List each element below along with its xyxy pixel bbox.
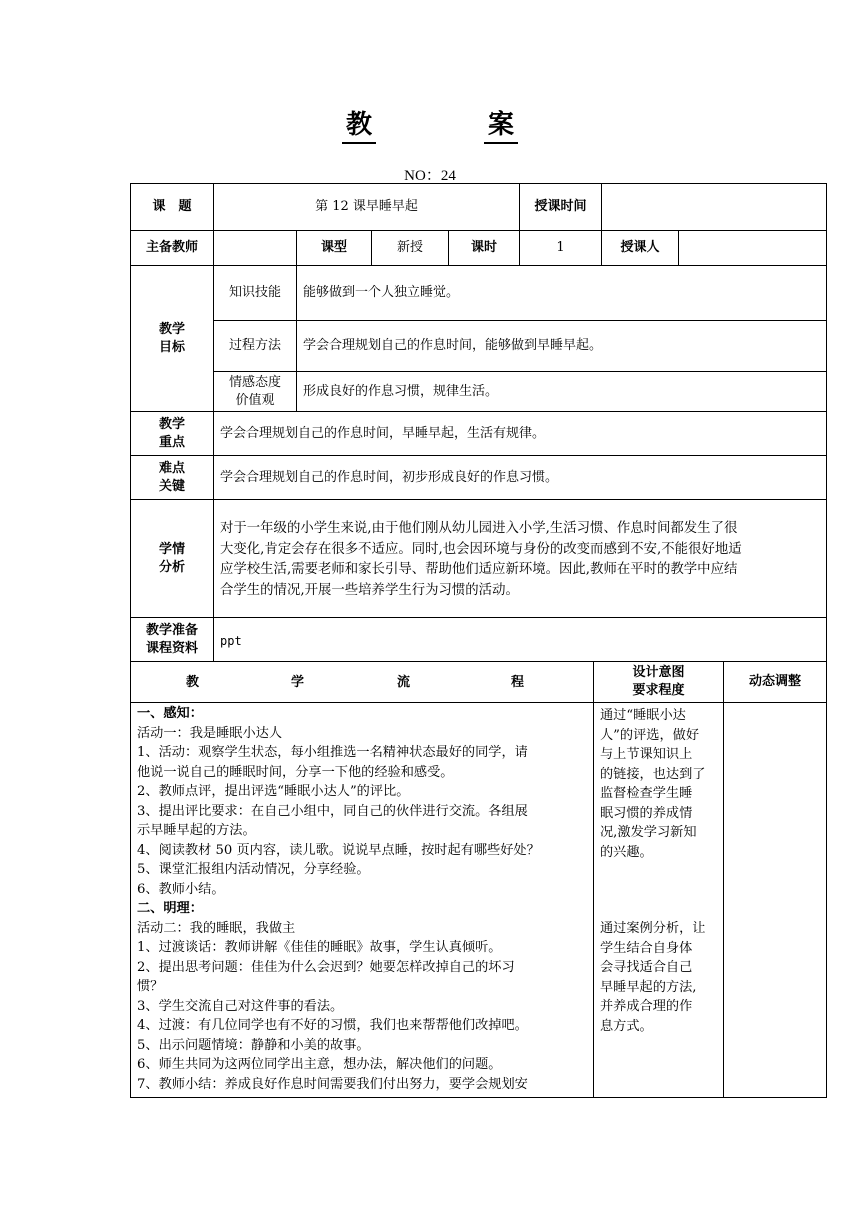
goal-knowledge-label: 知识技能 <box>213 265 297 321</box>
topic-label: 课 题 <box>130 183 214 231</box>
flow-line: 1、过渡谈话：教师讲解《佳佳的睡眠》故事，学生认真倾听。 <box>137 940 502 955</box>
flow-line: 4、过渡：有几位同学也有不好的习惯，我们也来帮帮他们改掉吧。 <box>137 1018 528 1033</box>
flow-line: 6、师生共同为这两位同学出主意，想办法，解决他们的问题。 <box>137 1057 502 1072</box>
prep-label: 教学准备 课程资料 <box>130 617 214 662</box>
flow-line: 活动二：我的睡眠，我做主 <box>137 920 296 936</box>
document-number: NO：24 <box>404 168 456 184</box>
adjust-body <box>723 702 827 1098</box>
lecturer-value <box>678 230 827 266</box>
flow-header-char: 程 <box>511 675 525 690</box>
flow-header-char: 流 <box>397 675 411 690</box>
design-notes <box>593 702 724 1098</box>
difficulty-label: 难点 关键 <box>130 455 214 500</box>
flow-line: 5、出示问题情境：静静和小美的故事。 <box>137 1037 370 1053</box>
hours-value: 1 <box>519 230 602 266</box>
lecturer-label: 授课人 <box>601 230 679 266</box>
goal-process-label: 过程方法 <box>213 320 297 372</box>
flow-line: 4、阅读教材 50 页内容，读儿歌。说说早点睡，按时起有哪些好处？ <box>137 842 540 858</box>
flow-line: 惯？ <box>137 979 164 994</box>
flow-line: 他说一说自己的睡眠时间，分享一下他的经验和感受。 <box>137 764 454 780</box>
flow-line: 6、教师小结。 <box>137 881 225 897</box>
flow-line: 示早睡早起的方法。 <box>137 823 256 838</box>
analysis-label: 学情 分析 <box>130 499 214 618</box>
goal-knowledge-value: 能够做到一个人独立睡觉。 <box>296 265 827 321</box>
goals-label: 教学 目标 <box>130 265 214 412</box>
flow-line: 一、感知： <box>137 706 203 721</box>
flow-line: 7、教师小结：养成良好作息时间需要我们付出努力，要学会规划安 <box>137 1076 528 1092</box>
flow-line: 1、活动：观察学生状态，每小组推选一名精神状态最好的同学，请 <box>137 745 528 760</box>
goal-emotion-label: 情感态度 价值观 <box>213 371 297 412</box>
flow-line: 二、明理： <box>137 901 203 916</box>
analysis-value <box>213 499 827 618</box>
flow-line: 3、提出评比要求：在自己小组中，同自己的伙伴进行交流。各组展 <box>137 803 528 819</box>
document-title <box>0 104 860 141</box>
key-label: 教学 重点 <box>130 411 214 456</box>
flow-line: 2、教师点评，提出评选“睡眠小达人”的评比。 <box>137 784 410 799</box>
title-char-2: 案 <box>484 110 518 144</box>
adjust-header: 动态调整 <box>723 661 827 703</box>
flow-line: 3、学生交流自己对这件事的看法。 <box>137 998 344 1014</box>
title-char-1: 教 <box>342 110 376 144</box>
flow-header <box>130 661 594 703</box>
type-label: 课型 <box>296 230 372 266</box>
goal-process-value: 学会合理规划自己的作息时间，能够做到早睡早起。 <box>296 320 827 372</box>
time-label: 授课时间 <box>519 183 602 231</box>
time-value <box>601 183 827 231</box>
goal-emotion-value: 形成良好的作息习惯，规律生活。 <box>296 371 827 412</box>
hours-label: 课时 <box>448 230 520 266</box>
flow-line: 5、课堂汇报组内活动情况，分享经验。 <box>137 862 370 877</box>
analysis-line: 大变化,肯定会存在很多不适应。同时,也会因环境与身份的改变而感到不安,不能很好地适 <box>220 541 742 557</box>
flow-header-char: 学 <box>291 675 305 690</box>
design-note-1: 通过“睡眠小达 人”的评选，做好 与上节课知识上 的链接，也达到了 监督检查学生睡 眠习惯的养成情 况,激发学习新知 的兴趣。 <box>600 708 706 860</box>
key-value: 学会合理规划自己的作息时间，早睡早起，生活有规律。 <box>213 411 827 456</box>
teacher-value <box>213 230 297 266</box>
analysis-line: 应学校生活,需要老师和家长引导、帮助他们适应新环境。因此,教师在平时的教学中应结 <box>220 562 738 577</box>
flow-header-char: 教 <box>186 675 200 690</box>
topic-value: 第 12 课早睡早起 <box>213 183 520 231</box>
flow-body <box>130 702 594 1098</box>
type-value: 新授 <box>371 230 449 266</box>
flow-lines <box>137 704 589 1094</box>
analysis-line: 合学生的情况,开展一些培养学生行为习惯的活动。 <box>220 582 519 598</box>
teacher-label: 主备教师 <box>130 230 214 266</box>
analysis-line: 对于一年级的小学生来说,由于他们刚从幼儿园进入小学,生活习惯、作息时间都发生了很 <box>220 521 738 536</box>
difficulty-value: 学会合理规划自己的作息时间，初步形成良好的作息习惯。 <box>213 455 827 500</box>
design-note-2: 通过案例分析，让 学生结合自身体 会寻找适合自己 早睡早起的方法, 并养成合理的作 息方式。 <box>600 921 706 1034</box>
flow-line: 2、提出思考问题：佳佳为什么会迟到？她要怎样改掉自己的坏习 <box>137 959 515 975</box>
design-header: 设计意图 要求程度 <box>593 661 724 703</box>
flow-line: 活动一：我是睡眠小达人 <box>137 725 283 741</box>
prep-value: ppt <box>213 617 827 662</box>
